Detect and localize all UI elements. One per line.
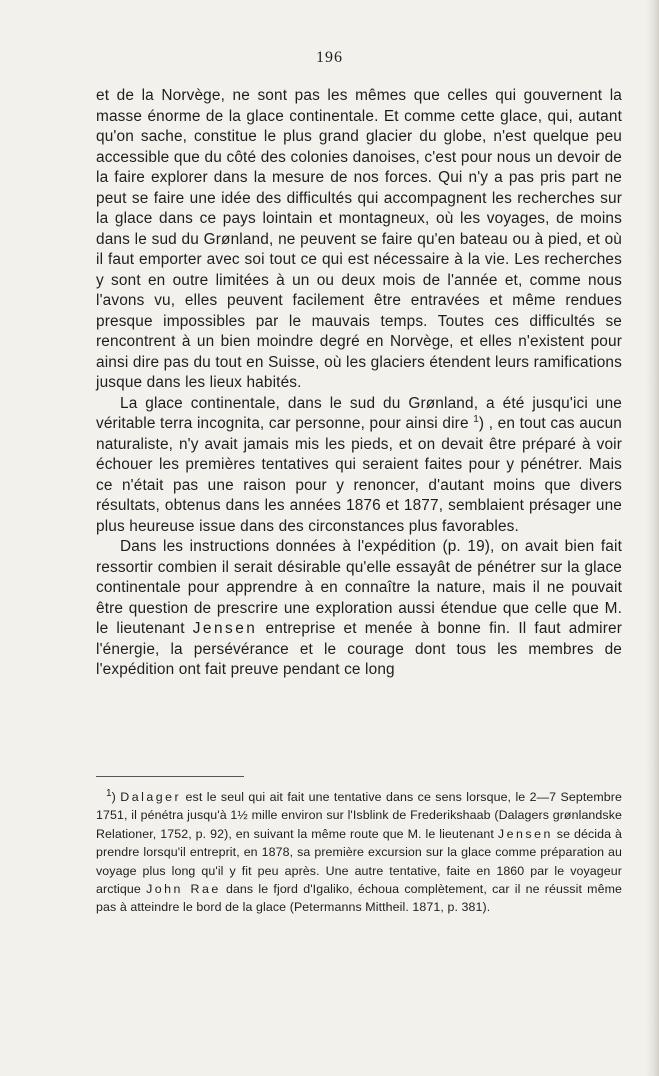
paragraph-3-start: Dans les instructions données à l'expédition (p. 19), on avait bien fait ressortir combien il serait désirable qu'elle essayât de pénétrer sur la glace continentale pour apprendre à en connaître la nature, mais il ne pouvait être question de prescrire une exploration aussi étendue que celle que M. le lieutenant [96, 538, 622, 637]
paragraph-3-rest: entreprise et menée à bonne fin. Il faut admirer l'énergie, la persévérance et le courage dont tous les membres de l'expédition ont fait preuve pendant ce long [96, 620, 623, 678]
name-dalager: Dalager [120, 790, 182, 804]
body-text [96, 86, 622, 681]
paragraph-2-start: La glace continentale, dans le sud du Grønland, a été jusqu'ici une véritable terra incognita, car personne, pour ainsi dire [96, 394, 622, 432]
footnote-separator [96, 776, 244, 777]
paragraph-3 [96, 537, 622, 681]
footnote-part-3: dans le fjord d'Igaliko, échoua complètement, car il ne réussit même pas à atteindre le bord de la glace (Petermanns Mittheil. 1871, p. 381). [96, 882, 623, 915]
footnote [96, 788, 622, 917]
footnote-reference: 1 [473, 413, 479, 425]
paragraph-2: La glace continentale, dans le sud du Grønland, a été jusqu'ici une véritable terra incognita, car personne, pour ainsi dire $^1$) , en tout cas aucun naturaliste, n'y avait jamais mis les pieds, et on devait être préparé à voir échouer les premières tentatives qui seraient faites pour y pénétrer. Mais ce n'était pas une raison pour y renoncer, d'autant moins que divers résultats, obtenus dans les années 1876 et 1877, semblaient présager une plus heureuse issue dans des circonstances plus favorables. [96, 394, 622, 535]
footnote-mark: 1 [106, 787, 112, 799]
page-edge-shadow [645, 0, 659, 1076]
page-number: 196 [316, 49, 343, 66]
paragraph-2-rest: , en tout cas aucun naturaliste, n'y avait jamais mis les pieds, et on devait être préparé à voir échouer les premières tentatives qui seraient faites pour y pénétrer. Mais ce n'était pas une raison pour y renoncer, d'autant moins que divers résultats, obtenus dans les années 1876 et 1877, semblaient présager une plus heureuse issue dans des circonstances plus favorables. [96, 415, 622, 535]
footnote-part-1: est le seul qui ait fait une tentative dans ce sens lorsque, le 2—7 Septembre 1751, il pénétra jusqu'à 1½ mille environ sur l'Isblink de Frederikshaab (Dalagers grønlandske Relationer, 1752, p. 92), en suivant la même route que M. le lieutenant [96, 790, 622, 841]
name-jensen-footnote: Jensen [497, 826, 553, 841]
name-jensen: Jensen [192, 620, 258, 637]
paragraph-1: et de la Norvège, ne sont pas les mêmes que celles qui gouvernent la masse énorme de la glace continentale. Et comme cette glace, qui, autant qu'on sache, constitue le plus grand glacier du globe, n'est quelque peu accessible que du côté des colonies danoises, c'est pour nous un devoir de la faire explorer dans la mesure de nos forces. Qui n'y a pas pris part ne peut se faire une idée des difficultés qui accompagnent les recherches sur la glace dans ce pays lointain et montagneux, où les voyages, de moins dans le sud du Grønland, ne peuvent se faire qu'en bateau ou à pied, et où il faut emporter avec soi tout ce qui est nécessaire à la vie. Les recherches y sont en outre limitées à un ou deux mois de l'année et, comme nous l'avons vu, elles peuvent facilement être entravées et même rendues presque impossibles par le mauvais temps. Toutes ces difficultés se rencontrent à un bien moindre degré en Norvège, et elles n'existent pour ainsi dire pas du tout en Suisse, où les glaciers étendent leurs ramifications jusque dans les lieux habités. [96, 87, 622, 391]
name-john-rae: John Rae [146, 882, 221, 897]
footnote-part-2: se décida à prendre lorsqu'il entreprit, en 1878, sa première excursion sur la glace comme préparation au voyage plus long qu'il y fit peu après. Une autre tentative, faite en 1860 par le voyageur arctique [96, 826, 622, 897]
footnote-paragraph: $^1$) Dalager est le seul qui ait fait une tentative dans ce sens lorsque, le 2—7 Septembre 1751, il pénétra jusqu'à 1½ mille environ sur l'Isblink de Frederikshaab (Dalagers grønlandske Relationer, 1752, p. 92), en suivant la même route que M. le lieutenant Jensen se décida à prendre lorsqu'il entreprit, en 1878, sa première excursion sur la glace comme préparation au voyage plus long qu'il y fit peu après. Une autre tentative, faite en 1860 par le voyageur arctique John Rae dans le fjord d'Igaliko, échoua complètement, car il ne réussit même pas à atteindre le bord de la glace (Petermanns Mittheil. 1871, p. 381). [96, 787, 623, 915]
